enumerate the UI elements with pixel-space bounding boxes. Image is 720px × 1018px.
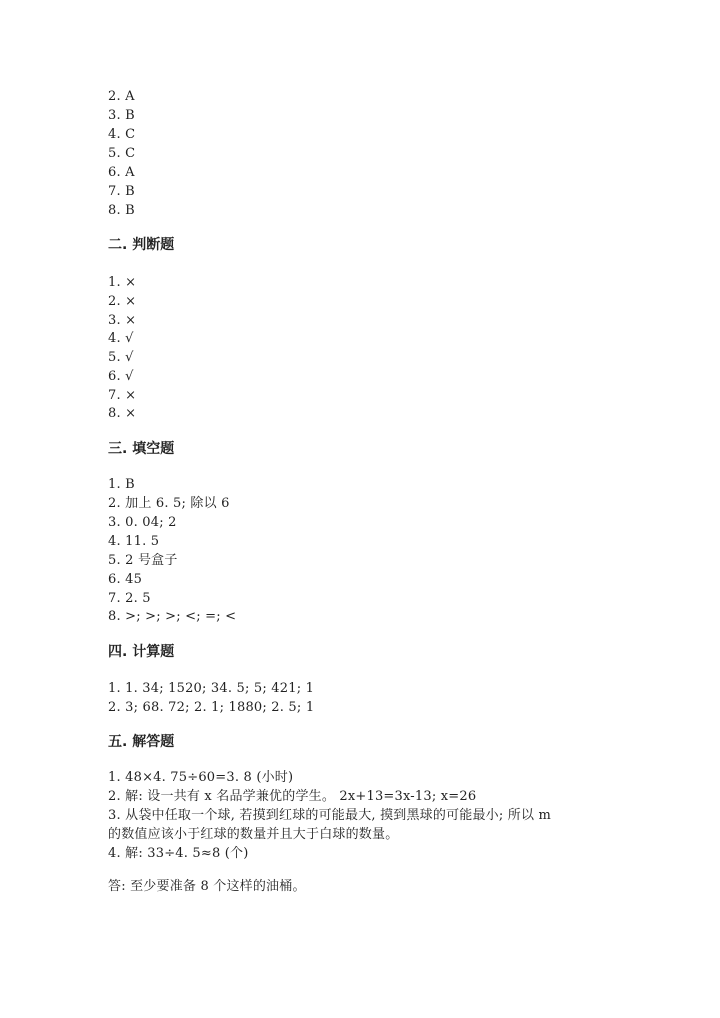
answer-line: 7. B: [108, 184, 135, 199]
answer-line: 2. 3; 68. 72; 2. 1; 1880; 2. 5; 1: [108, 700, 315, 715]
answer-line: 4. 解: 33÷4. 5≈8 (个): [108, 846, 249, 861]
answer-line: 6. A: [108, 165, 135, 180]
answer-line: 3. 从袋中任取一个球, 若摸到红球的可能最大, 摸到黑球的可能最小; 所以 m: [108, 808, 552, 823]
section-heading-fill-in: 三. 填空题: [108, 441, 175, 457]
final-answer: 答: 至少要准备 8 个这样的油桶。: [108, 879, 306, 894]
answer-line: 8. B: [108, 203, 135, 218]
answer-line: 6. √: [108, 369, 134, 384]
answer-line: 2. A: [108, 89, 135, 104]
answer-line: 4. 11. 5: [108, 534, 160, 549]
answer-line: 8. >; >; >; <; =; <: [108, 609, 237, 624]
section-heading-word-problems: 五. 解答题: [108, 734, 175, 750]
answer-line: 5. C: [108, 146, 136, 161]
answer-line: 5. √: [108, 350, 134, 365]
answer-line: 2. ×: [108, 294, 137, 309]
answer-line: 7. 2. 5: [108, 591, 151, 606]
answer-line: 8. ×: [108, 406, 137, 421]
answer-line: 3. 0. 04; 2: [108, 515, 177, 530]
answer-line: 1. 1. 34; 1520; 34. 5; 5; 421; 1: [108, 681, 315, 696]
answer-line: 2. 加上 6. 5; 除以 6: [108, 496, 230, 511]
answer-line: 1. ×: [108, 275, 137, 290]
answer-line: 的数值应该小于红球的数量并且大于白球的数量。: [108, 827, 399, 842]
answer-line: 3. B: [108, 108, 135, 123]
answer-line: 3. ×: [108, 313, 137, 328]
answer-line: 1. 48×4. 75÷60=3. 8 (小时): [108, 770, 294, 785]
answer-line: 7. ×: [108, 388, 137, 403]
answer-line: 2. 解: 设一共有 x 名品学兼优的学生。 2x+13=3x-13; x=26: [108, 789, 477, 804]
section-heading-judgment: 二. 判断题: [108, 237, 175, 253]
section-heading-calculation: 四. 计算题: [108, 644, 175, 660]
answer-line: 1. B: [108, 477, 135, 492]
answer-line: 4. C: [108, 127, 136, 142]
answer-line: 5. 2 号盒子: [108, 553, 178, 568]
answer-line: 6. 45: [108, 572, 143, 587]
answer-line: 4. √: [108, 331, 134, 346]
